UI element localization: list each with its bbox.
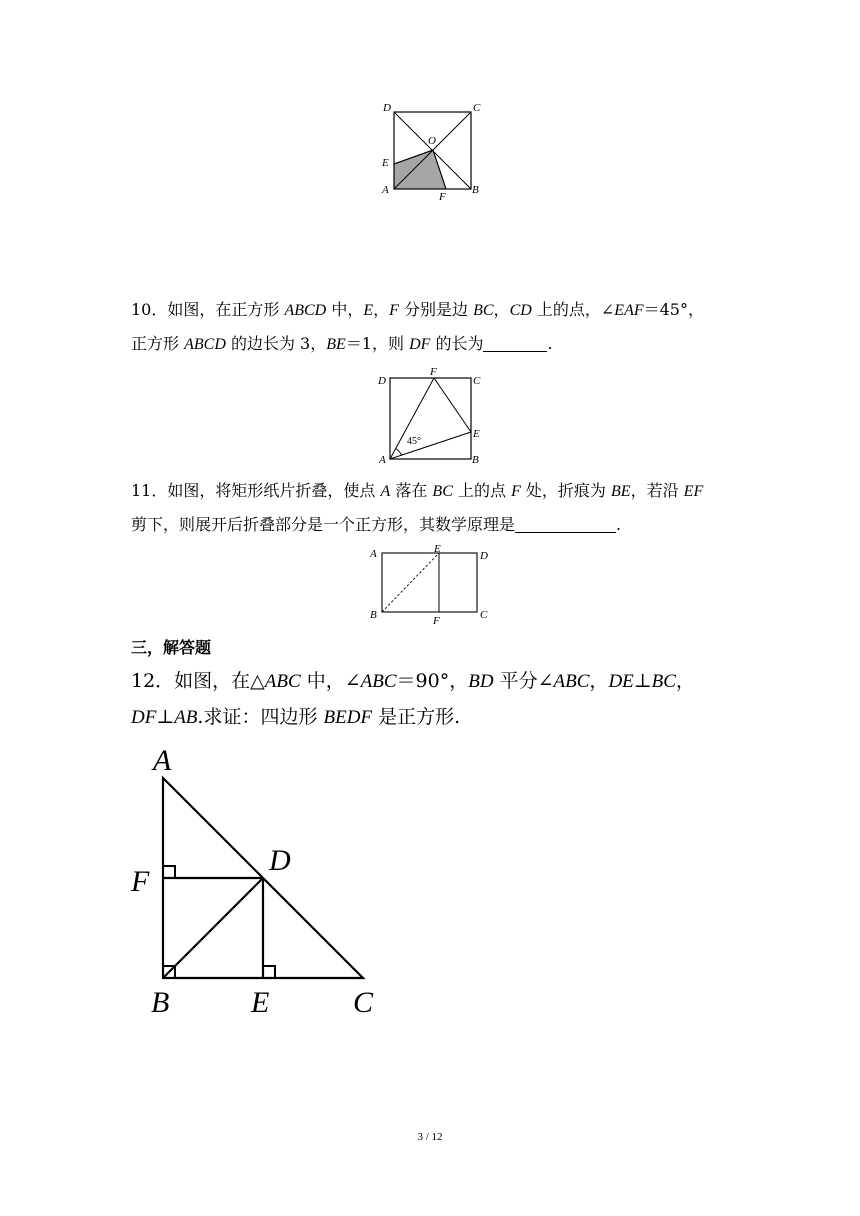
segment-bd <box>163 878 263 978</box>
label-b: B <box>151 986 170 1019</box>
label-e: E <box>251 986 270 1019</box>
q11-line2: 剪下，则展开后折叠部分是一个正方形，其数学原理是 . <box>131 515 622 534</box>
right-angle-e <box>263 966 275 978</box>
label-f: F <box>430 366 437 378</box>
label-d: D <box>383 102 391 114</box>
figure-square-diagonals <box>378 100 488 205</box>
label-c: C <box>473 375 481 387</box>
angle-label: 45° <box>407 436 421 447</box>
label-d: D <box>269 844 291 877</box>
q10-line2: 正方形 ABCD 的边长为 3，BE＝1，则 DF 的长为 . <box>131 334 553 353</box>
label-a: A <box>370 548 377 560</box>
label-o: O <box>428 135 436 147</box>
label-d: D <box>378 375 386 387</box>
q12-line1: 12．如图，在△ABC 中，∠ABC＝90°，BD 平分∠ABC，DE⊥BC， <box>131 670 695 692</box>
answer-blank-q10[interactable] <box>483 335 547 352</box>
answer-blank-q11[interactable] <box>515 516 616 533</box>
angle-arc <box>396 449 402 456</box>
label-a: A <box>382 184 389 196</box>
rectangle-outline <box>382 553 477 612</box>
q11-line1: 11．如图，将矩形纸片折叠，使点 A 落在 BC 上的点 F 处，折痕为 BE，若沿 EF <box>131 481 704 500</box>
label-a: A <box>153 744 172 777</box>
label-d: D <box>480 550 488 562</box>
label-e: E <box>382 157 389 169</box>
label-c: C <box>353 986 374 1019</box>
label-c: C <box>473 102 481 114</box>
q10-line1: 10．如图，在正方形 ABCD 中，E，F 分别是边 BC，CD 上的点，∠EAF＝45°， <box>131 300 704 319</box>
label-f: F <box>439 191 446 203</box>
label-f: F <box>433 615 440 627</box>
q12-line2: DF⊥AB.求证：四边形 BEDF 是正方形. <box>131 706 461 728</box>
label-b: B <box>472 454 479 466</box>
label-a: A <box>379 454 386 466</box>
segment-fe <box>434 378 471 432</box>
figure-square-angle <box>375 366 490 468</box>
figure-rectangle-fold <box>365 544 495 626</box>
figure-triangle-square <box>120 740 390 1025</box>
label-c: C <box>480 609 488 621</box>
label-b: B <box>370 609 377 621</box>
label-e: E <box>473 428 480 440</box>
square-outline <box>390 378 471 459</box>
right-angle-f <box>163 866 175 878</box>
page-number: 3 / 12 <box>417 1131 443 1143</box>
crease-be <box>382 553 439 612</box>
label-e: E <box>434 543 441 555</box>
section-title: 三，解答题 <box>131 638 212 657</box>
label-b: B <box>472 184 479 196</box>
label-f: F <box>131 865 150 898</box>
